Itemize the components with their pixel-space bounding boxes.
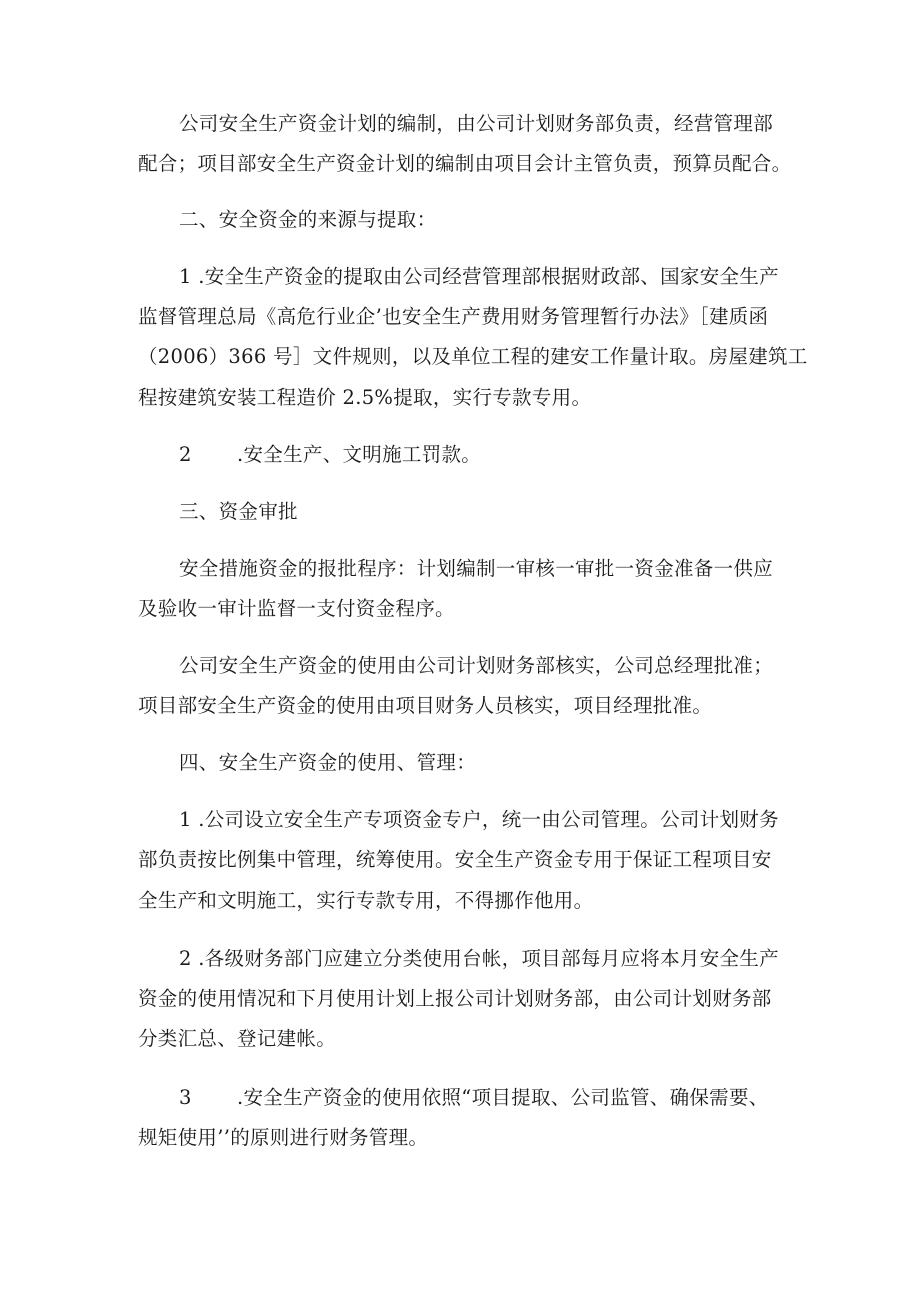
section-heading: 四、安全生产资金的使用、管理： (179, 751, 477, 774)
paragraph-line: 分类汇总、登记建帐。 (138, 1027, 337, 1050)
list-item-number: 2 (179, 443, 192, 466)
paragraph-line: 1 .公司设立安全生产专项资金专户，统一由公司管理。公司计划财务 (179, 808, 779, 831)
list-item (179, 1084, 839, 1112)
paragraph-line: 规矩使用’’的原则进行财务管理。 (138, 1126, 429, 1149)
paragraph-line: 配合；项目部安全生产资金计划的编制由项目会计主管负责，预算员配合。 (138, 152, 792, 175)
paragraph-line: 项目部安全生产资金的使用由项目财务人员核实，项目经理批准。 (138, 694, 713, 717)
paragraph-line: 监督管理总局《高危行业企’也安全生产费用财务管理暂行办法》［建质函 (138, 305, 769, 328)
list-item (179, 441, 839, 469)
paragraph-line: 安全措施资金的报批程序：计划编制一审核一审批一资金准备一供应 (179, 557, 774, 580)
paragraph-line: 程按建筑安装工程造价 2.5%提取，实行专款专用。 (138, 386, 592, 409)
paragraph-line: （2006）366 号］文件规则，以及单位工程的建安工作量计取。房屋建筑工 (138, 345, 808, 368)
paragraph-line: 部负责按比例集中管理，统筹使用。安全生产资金专用于保证工程项目安 (138, 848, 772, 871)
section-heading: 三、资金审批 (179, 500, 298, 523)
paragraph-line: 全生产和文明施工，实行专款专用，不得挪作他用。 (138, 889, 594, 912)
list-item-text: .安全生产资金的使用依照“项目提取、公司监管、确保需要、 (237, 1086, 769, 1109)
list-item-text: .安全生产、文明施工罚款。 (237, 443, 482, 466)
paragraph-line: 资金的使用情况和下月使用计划上报公司计划财务部，由公司计划财务部 (138, 987, 772, 1010)
section-heading: 二、安全资金的来源与提取： (179, 208, 437, 231)
paragraph-line: 2 .各级财务部门应建立分类使用台帐，项目部每月应将本月安全生产 (179, 947, 779, 970)
paragraph-line: 公司安全生产资金的使用由公司计划财务部核实，公司总经理批准； (179, 654, 774, 677)
paragraph-line: 1 .安全生产资金的提取由公司经营管理部根据财政部、国家安全生产 (179, 265, 779, 288)
list-item-number: 3 (179, 1086, 192, 1109)
paragraph-line: 及验收一审计监督一支付资金程序。 (138, 597, 455, 620)
paragraph-line: 公司安全生产资金计划的编制，由公司计划财务部负责，经营管理部 (179, 112, 774, 135)
